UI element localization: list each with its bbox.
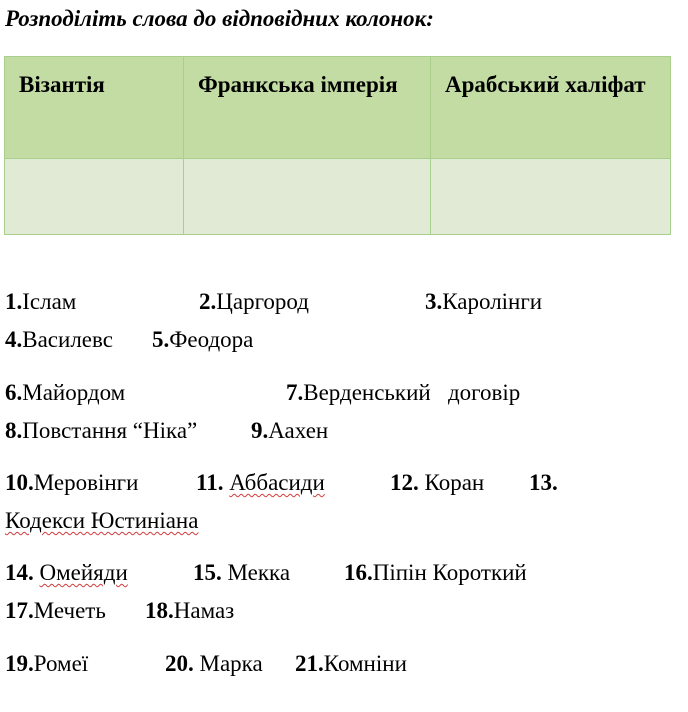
word-line bbox=[5, 380, 565, 410]
word-item: 14. Омейяди bbox=[5, 560, 128, 585]
drop-cell-frankish-empire[interactable] bbox=[184, 159, 431, 235]
sorting-table bbox=[4, 56, 671, 235]
word-item: 6.Майордом bbox=[5, 380, 126, 405]
drop-cell-byzantium[interactable] bbox=[5, 159, 184, 235]
word-item: 5.Феодора bbox=[152, 327, 254, 352]
word-item: 1.Іслам bbox=[5, 289, 77, 314]
word-item-continued: Кодекси Юстиніана bbox=[5, 508, 199, 533]
header-frankish-empire: Франкська імперія bbox=[184, 57, 431, 159]
word-line bbox=[5, 508, 565, 538]
word-item: 4.Василевс bbox=[5, 327, 113, 352]
word-item: 21.Комніни bbox=[295, 651, 407, 676]
word-line bbox=[5, 470, 565, 500]
word-item: 18.Намаз bbox=[145, 598, 235, 623]
word-line bbox=[5, 651, 565, 681]
word-item: 3.Каролінги bbox=[425, 289, 543, 314]
header-arab-caliphate: Арабський халіфат bbox=[431, 57, 671, 159]
header-byzantium: Візантія bbox=[5, 57, 184, 159]
word-item: 19.Ромеї bbox=[5, 651, 89, 676]
word-item: 8.Повстання “Ніка” bbox=[5, 418, 198, 443]
word-item: 7.Верденський договір bbox=[286, 380, 521, 405]
word-item: 17.Мечеть bbox=[5, 598, 106, 623]
word-item: 15. Мекка bbox=[193, 560, 291, 585]
word-item: 2.Царгород bbox=[199, 289, 309, 314]
word-item: 13. bbox=[529, 470, 558, 495]
word-item: 11. Аббасиди bbox=[196, 470, 325, 495]
word-item: 12. Коран bbox=[390, 470, 485, 495]
word-line bbox=[5, 327, 565, 357]
word-line bbox=[5, 598, 565, 628]
word-item: 9.Аахен bbox=[251, 418, 329, 443]
word-line bbox=[5, 560, 565, 590]
word-item: 10.Меровінги bbox=[5, 470, 139, 495]
task-title: Розподіліть слова до відповідних колонок: bbox=[5, 6, 434, 31]
drop-cell-arab-caliphate[interactable] bbox=[431, 159, 671, 235]
word-line bbox=[5, 418, 565, 448]
word-item: 16.Піпін Короткий bbox=[344, 560, 527, 585]
word-line bbox=[5, 289, 565, 319]
word-item: 20. Марка bbox=[165, 651, 263, 676]
